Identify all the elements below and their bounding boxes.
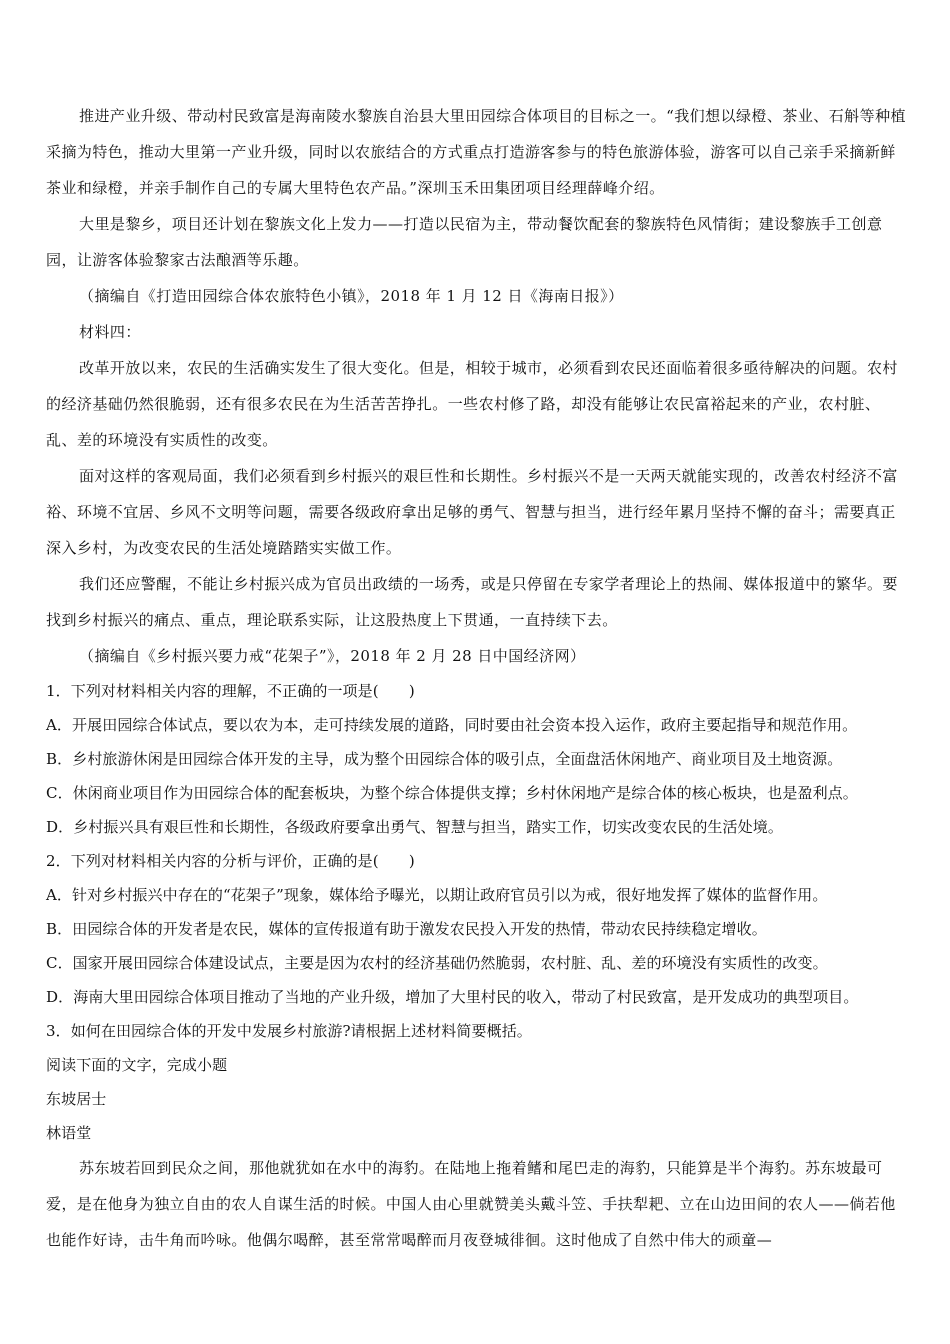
essay-paragraph: 苏东坡若回到民众之间，那他就犹如在水中的海豹。在陆地上拖着鳍和尾巴走的海豹，只能算是半个海豹。苏东坡最可爱，是在他身为独立自由的农人自谋生活的时候。中国人由心里就赞美头戴斗笠、手扶犁耙、立在山边田间的农人——倘若他也能作好诗，击牛角而吟咏。他偶尔喝醉，甚至常常喝醉而月夜登城徘徊。这时他成了自然中伟大的顽童—	[46, 1159, 896, 1249]
paragraph-rural-revitalization: 面对这样的客观局面，我们必须看到乡村振兴的艰巨性和长期性。乡村振兴不是一天两天就能实现的，改善农村经济不富裕、环境不宜居、乡风不文明等问题，需要各级政府拿出足够的勇气、智慧与担当，进行经年累月坚持不懈的奋斗；需要真正深入乡村，为改变农民的生活处境踏踏实实做工作。	[46, 467, 898, 557]
source-china-economy: （摘编自《乡村振兴要力戒“花架子”》，2018 年 2 月 28 日中国经济网）	[79, 647, 586, 665]
question-2-option-c: C．国家开展田园综合体建设试点，主要是因为农村的经济基础仍然脆弱，农村脏、乱、差的环境没有实质性的改变。	[46, 954, 828, 972]
material-four-heading: 材料四：	[79, 323, 141, 341]
question-3: 3．如何在田园综合体的开发中发展乡村旅游?请根据上述材料简要概括。	[46, 1022, 532, 1040]
question-1-option-b: B．乡村旅游休闲是田园综合体开发的主导，成为整个田园综合体的吸引点，全面盘活休闲地产、商业项目及土地资源。	[46, 750, 843, 768]
question-1-option-d: D．乡村振兴具有艰巨性和长期性，各级政府要拿出勇气、智慧与担当，踏实工作，切实改变农民的生活处境。	[46, 818, 783, 836]
reading-instruction: 阅读下面的文字，完成小题	[46, 1056, 228, 1074]
question-1-option-c: C．休闲商业项目作为田园综合体的配套板块，为整个综合体提供支撑；乡村休闲地产是综合体的核心板块，也是盈利点。	[46, 784, 858, 802]
question-2-option-a: A．针对乡村振兴中存在的“花架子”现象，媒体给予曝光，以期让政府官员引以为戒，很好地发挥了媒体的监督作用。	[46, 886, 828, 904]
source-hainan-daily: （摘编自《打造田园综合体农旅特色小镇》，2018 年 1 月 12 日《海南日报》）	[79, 287, 624, 305]
paragraph-industry-upgrade: 推进产业升级、带动村民致富是海南陵水黎族自治县大里田园综合体项目的目标之一。“我们想以绿橙、茶业、石斛等种植采摘为特色，推动大里第一产业升级，同时以农旅结合的方式重点打造游客参与的特色旅游体验，游客可以自己亲手采摘新鲜茶业和绿橙，并亲手制作自己的专属大里特色农产品。”深圳玉禾田集团项目经理薛峰介绍。	[46, 107, 906, 197]
question-1: 1．下列对材料相关内容的理解，不正确的一项是( )	[46, 682, 415, 700]
paragraph-reform: 改革开放以来，农民的生活确实发生了很大变化。但是，相较于城市，必须看到农民还面临着很多亟待解决的问题。农村的经济基础仍然很脆弱，还有很多农民在为生活苦苦挣扎。一些农村修了路，却没有能够让农民富裕起来的产业，农村脏、乱、差的环境没有实质性的改变。	[46, 359, 898, 449]
essay-title: 东坡居士	[46, 1090, 107, 1108]
essay-author: 林语堂	[46, 1124, 92, 1142]
question-2-option-b: B．田园综合体的开发者是农民，媒体的宣传报道有助于激发农民投入开发的热情，带动农民持续稳定增收。	[46, 920, 767, 938]
paragraph-warning: 我们还应警醒，不能让乡村振兴成为官员出政绩的一场秀，或是只停留在专家学者理论上的热闹、媒体报道中的繁华。要找到乡村振兴的痛点、重点，理论联系实际，让这股热度上下贯通，一直持续下去。	[46, 575, 898, 629]
question-1-option-a: A．开展田园综合体试点，要以农为本，走可持续发展的道路，同时要由社会资本投入运作，政府主要起指导和规范作用。	[46, 716, 858, 734]
document-content	[46, 98, 910, 1258]
question-2: 2．下列对材料相关内容的分析与评价，正确的是( )	[46, 852, 415, 870]
question-2-option-d: D．海南大里田园综合体项目推动了当地的产业升级，增加了大里村民的收入，带动了村民致富，是开发成功的典型项目。	[46, 988, 859, 1006]
paragraph-li-village: 大里是黎乡，项目还计划在黎族文化上发力——打造以民宿为主，带动餐饮配套的黎族特色风情街；建设黎族手工创意园，让游客体验黎家古法酿酒等乐趣。	[46, 215, 883, 269]
